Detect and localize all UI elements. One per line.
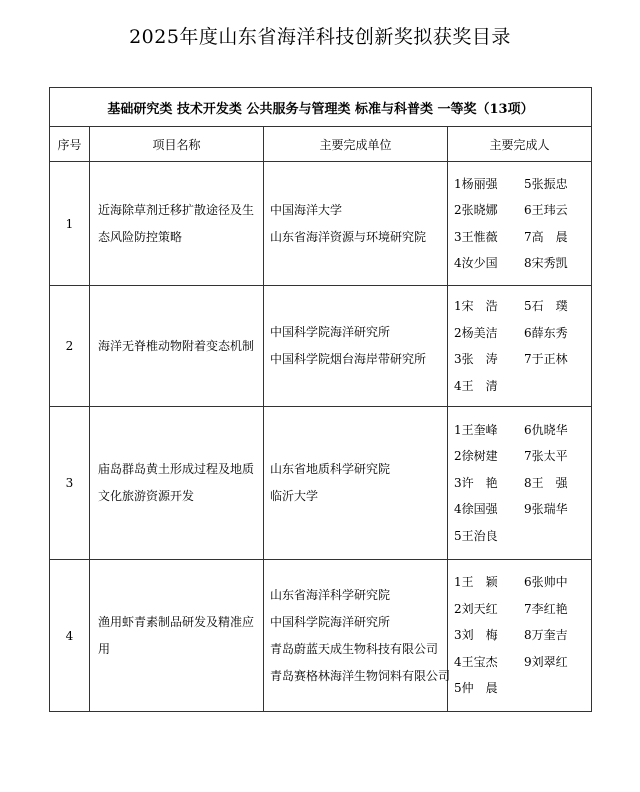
person: 6张帅中 [524, 575, 568, 590]
person: 6仇晓华 [524, 422, 568, 437]
table-row [50, 560, 592, 712]
row-number: 3 [50, 407, 90, 560]
person: 1杨丽强 [454, 176, 498, 191]
person: 2张晓娜 [454, 203, 498, 217]
project-name: 海洋无脊椎动物附着变态机制 [90, 286, 264, 407]
person [524, 675, 580, 702]
table-row [50, 407, 592, 560]
person: 1王奎峰 [454, 422, 498, 437]
person: 3王惟薇 [454, 229, 498, 244]
page-title: 2025年度山东省海洋科技创新奖拟获奖目录 [129, 26, 511, 48]
completion-people [448, 560, 592, 712]
person: 4王 清 [454, 378, 498, 393]
table-row [50, 162, 592, 286]
person: 6薛东秀 [524, 325, 568, 340]
person: 4徐国强 [454, 502, 498, 517]
person: 5王治良 [454, 528, 498, 543]
person: 1宋 浩 [454, 299, 498, 313]
project-name: 庙岛群岛黄土形成过程及地质文化旅游资源开发 [90, 407, 264, 560]
person: 2徐树建 [454, 449, 498, 464]
completion-people [448, 286, 592, 407]
header-no: 序号 [50, 127, 90, 162]
person: 8宋秀凯 [524, 256, 568, 270]
person: 9张瑞华 [524, 502, 568, 517]
person: 8万奎吉 [524, 628, 568, 643]
unit: 中国科学院海洋研究所 [270, 614, 391, 629]
completion-people [448, 162, 592, 286]
person: 7于正林 [524, 352, 568, 366]
person: 6王玮云 [524, 203, 568, 217]
person: 2杨美洁 [454, 325, 498, 340]
row-number: 2 [50, 286, 90, 407]
unit: 山东省地质科学研究院 [270, 462, 391, 476]
person: 4王宝杰 [454, 654, 498, 669]
header-name: 项目名称 [90, 127, 264, 162]
person: 7高 晨 [524, 229, 568, 244]
header-people: 主要完成人 [448, 127, 592, 162]
person [524, 523, 580, 550]
completion-units [264, 560, 451, 712]
completion-units [264, 407, 448, 560]
row-number: 1 [50, 162, 90, 286]
unit: 中国海洋大学 [270, 202, 343, 217]
category-heading: 基础研究类 技术开发类 公共服务与管理类 标准与科普类 一等奖（13项） [50, 88, 592, 127]
unit: 青岛赛格林海洋生物饲料有限公司 [270, 668, 451, 683]
person: 4汝少国 [454, 256, 498, 270]
completion-people [448, 407, 592, 560]
project-name: 近海除草剂迁移扩散途径及生态风险防控策略 [90, 162, 264, 286]
table-row [50, 286, 592, 407]
unit: 中国科学院海洋研究所 [270, 325, 391, 339]
person: 1王 颖 [454, 575, 498, 590]
category-row [50, 88, 592, 127]
unit: 中国科学院烟台海岸带研究所 [270, 352, 427, 366]
person: 3许 艳 [454, 475, 498, 490]
person: 5仲 晨 [454, 681, 498, 696]
person: 3刘 梅 [454, 628, 498, 643]
header-row [50, 127, 592, 162]
person [524, 373, 580, 400]
awards-table [49, 87, 592, 712]
unit: 临沂大学 [270, 489, 319, 503]
person: 7李红艳 [524, 601, 568, 616]
person: 5张振忠 [524, 176, 568, 191]
row-number: 4 [50, 560, 90, 712]
person: 3张 涛 [454, 352, 498, 366]
person: 8王 强 [524, 475, 568, 490]
project-name: 渔用虾青素制品研发及精准应用 [90, 560, 264, 712]
person: 5石 璞 [524, 299, 568, 313]
unit: 青岛蔚蓝天成生物科技有限公司 [270, 641, 439, 656]
person: 2刘天红 [454, 601, 498, 616]
unit: 山东省海洋科学研究院 [270, 587, 391, 602]
header-units: 主要完成单位 [264, 127, 448, 162]
completion-units [264, 162, 448, 286]
unit: 山东省海洋资源与环境研究院 [270, 229, 427, 244]
completion-units [264, 286, 448, 407]
person: 9刘翠红 [524, 654, 568, 669]
person: 7张太平 [524, 449, 568, 464]
